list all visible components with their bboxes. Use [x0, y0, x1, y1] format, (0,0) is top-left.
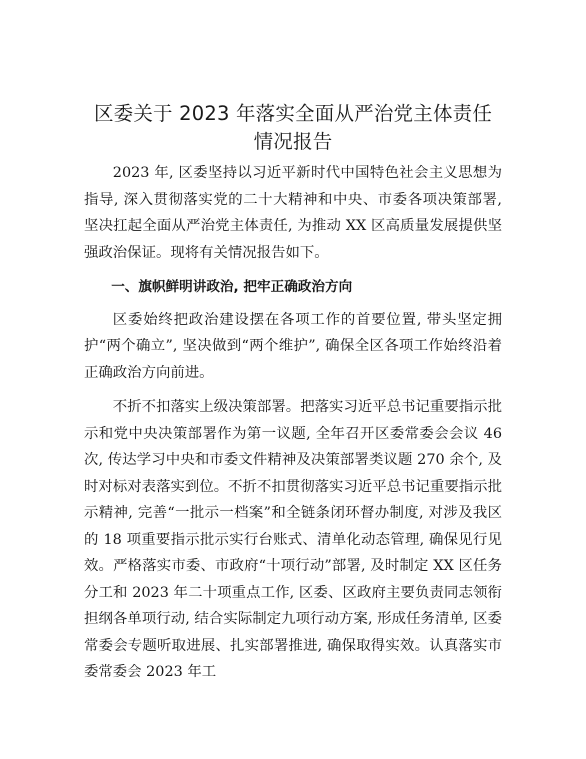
body-paragraph: 不折不扣落实上级决策部署。把落实习近平总书记重要指示批示和党中央决策部署作为第一议题, 全年召开区委常委会会议 46 次, 传达学习中央和市委文件精神及决策部署类议题 270 余个, 及时对标对表落实到位。不折不扣贯彻落实习近平总书记重要指示批示精神, 完善“一批示一档案”和全链条闭环督办制度, 对涉及我区的 18 项重要指示批示实行台账式、清单化动态管理, 确保见行见效。严格落实市委、市政府“十项行动”部署, 及时制定 XX 区任务分工和 2023 年二十项重点工作, 区委、区政府主要负责同志领衔担纲各单项行动, 结合实际制定九项行动方案, 形成任务清单, 区委常委会专题听取进展、扎实部署推进, 确保取得实效。认真落实市委常委会 2023 年工 [84, 399, 502, 680]
intro-paragraph: 2023 年, 区委坚持以习近平新时代中国特色社会主义思想为指导, 深入贯彻落实党的二十大精神和中央、市委各项决策部署, 坚决扛起全面从严治党主体责任, 为推动 XX 区高质量发展提供坚强政治保证。现将有关情况报告如下。 [84, 165, 502, 261]
body-paragraph: 区委始终把政治建设摆在各项工作的首要位置, 带头坚定拥护“两个确立”, 坚决做到“两个维护”, 确保全区各项工作始终沿着正确政治方向前进。 [84, 311, 502, 381]
document-body [84, 160, 502, 686]
section-heading: 一、旗帜鲜明讲政治, 把牢正确政治方向 [111, 279, 353, 295]
document-title: 区委关于 2023 年落实全面从严治党主体责任情况报告 [93, 102, 493, 153]
